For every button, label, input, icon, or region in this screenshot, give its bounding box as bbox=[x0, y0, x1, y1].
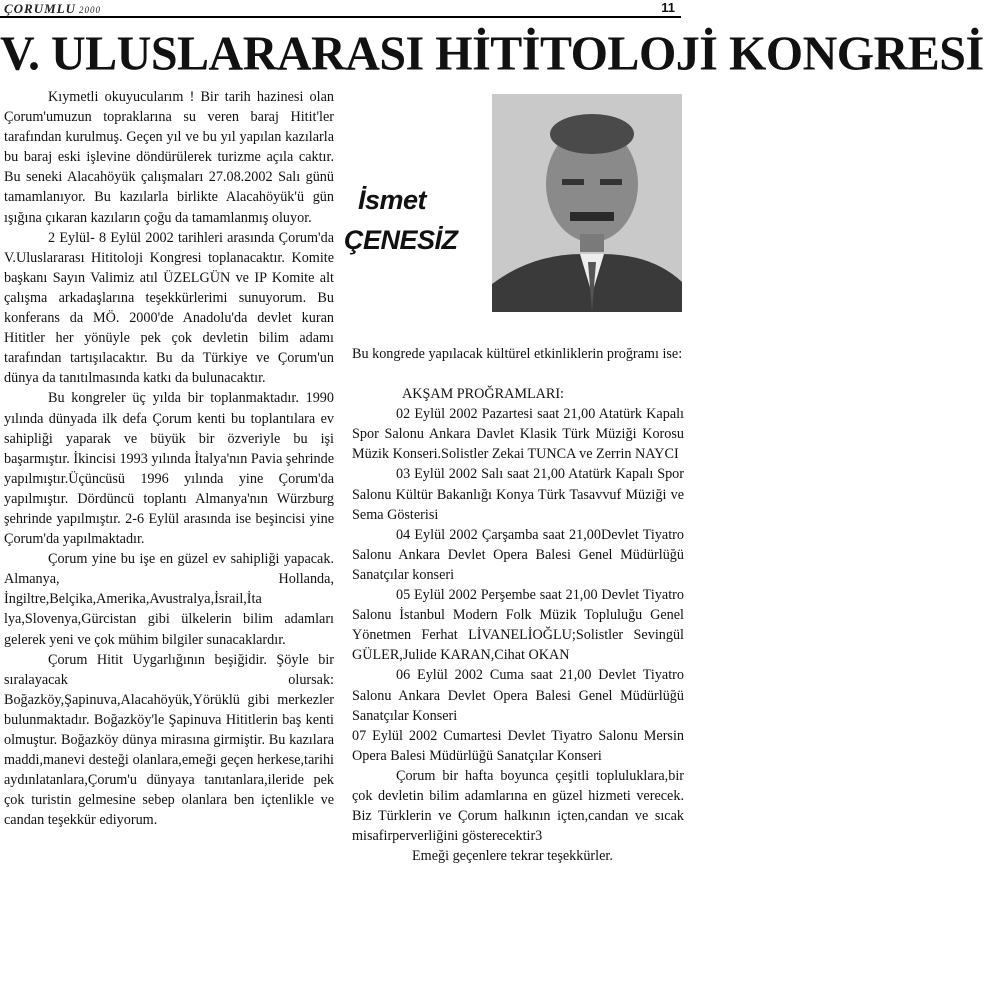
program-heading: AKŞAM PROĞRAMLARI: bbox=[402, 386, 564, 403]
paragraph: 2 Eylül- 8 Eylül 2002 tarihleri arasında Çorum'da V.Uluslararası Hititoloji Kongresi toplanacaktır. Komite başkanı Sayın Valimiz atıl ÜZELGÜN ve IP Komite alt çalışma arkadaşlarına teşekkürlerimi sunuyorum. Bu konferans da MÖ. 2000'de Anadolu'da devlet kuran Hititler her yönüyle pek çok devletin bilim adamı tarafından tartışılacaktır. Bu da Türkiye ve Çorum'un dünya da tanıtılmasında katkı da bulunacaktır. bbox=[4, 229, 334, 387]
masthead-text: ÇORUMLU bbox=[4, 1, 77, 16]
paragraph: Çorum yine bu işe en güzel ev sahipliği yapacak. Almanya, Hollanda, İngiltre,Belçika,Amerika,Avustralya,İsrail,İta lya,Slovenya,Gürcistan gibi ülkelerin bilim adamları gelerek yeni ve çok mühim bilgiler sunacaklardır. bbox=[4, 551, 334, 648]
masthead bbox=[4, 1, 101, 17]
author-name bbox=[344, 180, 479, 260]
paragraph: Kıymetli okuyucularım ! Bir tarih hazinesi olan Çorum'umuzun topraklarına su veren baraj Hitit'ler tarafından kurulmuş. Geçen yıl ve bu yıl yapılan kazılarla bu baraj eski işlevine döndürülerek turizme açıla caktır. Bu seneki Alacahöyük çalışmaları 27.08.2002 Salı günü tamamlanıyor. Bu kazılarla birlikte Alacahöyük'ü gün ışığına çıkaran kazıların çoğu da tamamlanmış oluyor. bbox=[4, 89, 334, 226]
right-column bbox=[352, 344, 684, 866]
masthead-year: 2000 bbox=[79, 5, 102, 15]
closing-paragraph: Çorum bir hafta boyunca çeşitli topluluklara,bir çok devletin bilim adamlarına en güzel hizmeti verecek. Biz Türklerin ve Çorum halkının içten,candan ve sıcak misafirperverliğini gösterecektir3 bbox=[352, 767, 684, 845]
program-item: 07 Eylül 2002 Cumartesi Devlet Tiyatro Salonu Mersin Opera Balesi Müdürlüğü Sanatçılar Konseri bbox=[352, 727, 684, 764]
author-portrait-icon bbox=[492, 94, 682, 312]
author-first-name: İsmet bbox=[358, 185, 427, 215]
paragraph: Bu kongreler üç yılda bir toplanmaktadır. 1990 yılında dünyada ilk defa Çorum kenti bu toplantılara ev sahipliği yaparak ve büyük bir özveriyle bu işi başarmıştır. İkincisi 1993 yılında İtalya'nın Pavia şehrinde yapılmıştır.Üçüncüsü 1996 yılında yine Çorum'da yapılmıştır. Dördüncü toplantı Almanya'nın Würzburg şehrinde yapılmıştır. 2-6 Eylül arasında ise beşincisi yine Çorum'da yapılmaktadır. bbox=[4, 390, 334, 548]
program-intro: Bu kongrede yapılacak kültürel etkinliklerin proğramı ise: bbox=[352, 346, 683, 362]
portrait-drawing bbox=[492, 94, 682, 312]
closing-thanks: Emeği geçenlere tekrar teşekkürler. bbox=[412, 848, 613, 865]
program-item: 03 Eylül 2002 Salı saat 21,00 Atatürk Kapalı Spor Salonu Kültür Bakanlığı Konya Türk Tasavvuf Müziği ve Sema Gösterisi bbox=[352, 466, 684, 523]
left-column bbox=[4, 87, 334, 830]
program-item: 05 Eylül 2002 Perşembe saat 21,00 Devlet Tiyatro Salonu İstanbul Modern Folk Müzik Topluluğu Genel Yönetmen Ferhat LİVANELİOĞLU;Solistler Sevingül GÜLER,Julide KARAN,Cihat OKAN bbox=[352, 587, 684, 664]
page-number: 11 bbox=[661, 0, 675, 15]
author-last-name: ÇENESİZ bbox=[344, 225, 458, 255]
program-item: 04 Eylül 2002 Çarşamba saat 21,00Devlet Tiyatro Salonu Ankara Devlet Opera Balesi Genel Müdürlüğü Sanatçılar konseri bbox=[352, 526, 684, 583]
spacer bbox=[352, 364, 684, 384]
page-header bbox=[0, 0, 685, 18]
article-title: V. ULUSLARARASI HİTİTOLOJİ KONGRESİ bbox=[0, 26, 984, 81]
header-rule bbox=[0, 16, 681, 18]
program-item: 06 Eylül 2002 Cuma saat 21,00 Devlet Tiyatro Salonu Ankara Devlet Opera Balesi Genel Müdürlüğü Sanatçılar Konseri bbox=[352, 667, 684, 724]
program-item: 02 Eylül 2002 Pazartesi saat 21,00 Atatürk Kapalı Spor Salonu Ankara Davlet Klasik Türk Müziği Korosu Müzik Konseri.Solistler Zekai TUNCA ve Zerrin NAYCI bbox=[352, 406, 684, 463]
paragraph: Çorum Hitit Uygarlığının beşiğidir. Şöyle bir sıralayacak olursak: Boğazköy,Şapinuva,Alacahöyük,Yörüklü gibi merkezler bulunmaktadır. Boğazköy'le Şapinuva Hititlerin baş kenti olmuştur. Boğazköy dünya mirasına girmiştir. Bu kazılara maddi,manevi desteği olanlara,emeği geçen herkese,tarihi aydınlatanlara,Çorum'u dünyaya tanıtanlara,ileride pek çok turistin gelmesine sebep olanlara ben içtenlikle ve candan teşekkür ediyorum. bbox=[4, 651, 334, 829]
